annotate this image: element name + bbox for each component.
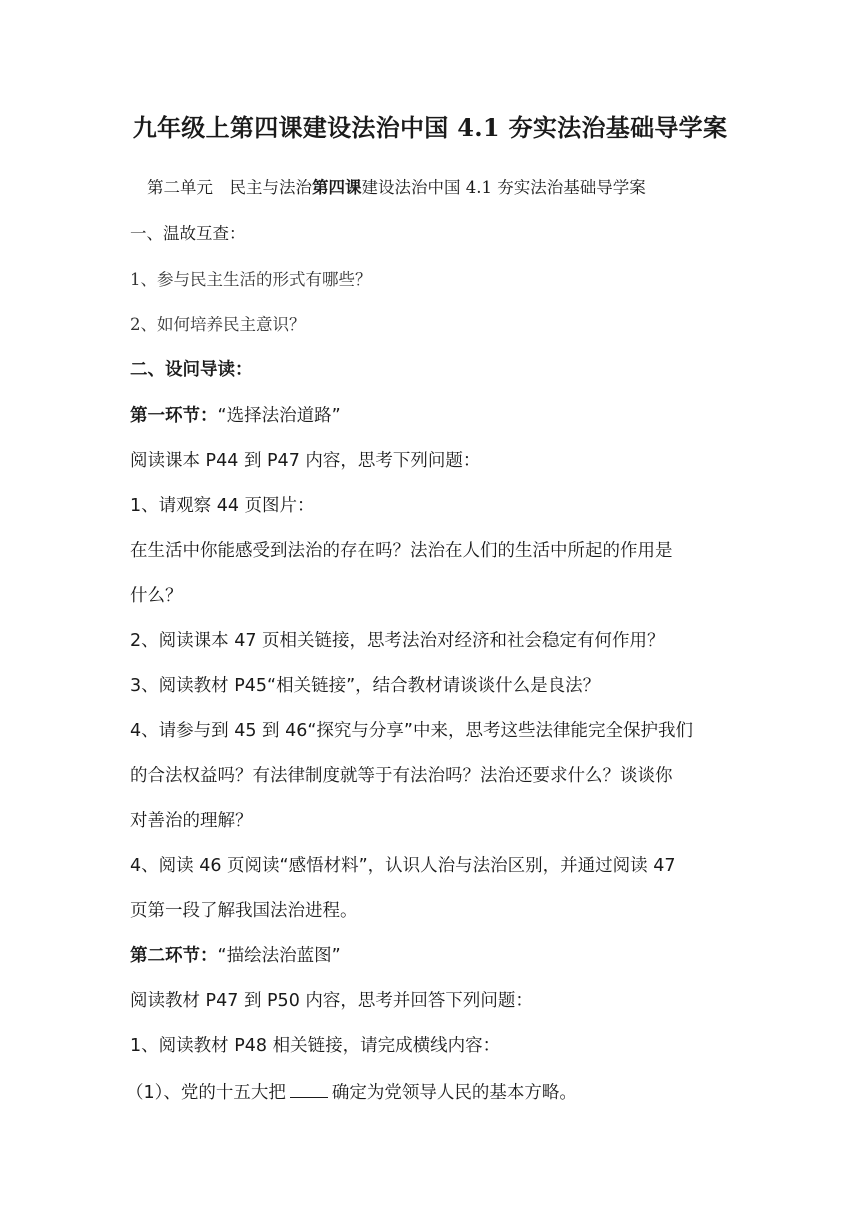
part1-topic: “选择法治道路” xyxy=(217,406,341,426)
part2-intro: 阅读教材 P47 到 P50 内容，思考并回答下列问题： xyxy=(130,991,533,1011)
part2-heading xyxy=(130,944,740,968)
fill-in-blank xyxy=(290,1079,328,1098)
part1-question-5-line-2: 页第一段了解我国法治进程。 xyxy=(130,901,358,921)
subtitle-unit: 第二单元 民主与法治 xyxy=(147,178,312,197)
part1-intro: 阅读课本 P44 到 P47 内容，思考下列问题： xyxy=(130,451,481,471)
part1-question-4-line-3: 对善治的理解？ xyxy=(130,811,253,831)
part2-question-1-sub xyxy=(126,1079,736,1105)
part1-question-1-line-1: 在生活中你能感受到法治的存在吗？法治在人们的生活中所起的作用是 xyxy=(130,541,673,561)
subtitle-topic: 建设法治中国 4.1 夯实法治基础导学案 xyxy=(361,178,646,197)
part1-question-3: 3、阅读教材 P45“相关链接”，结合教材请谈谈什么是良法？ xyxy=(130,676,601,696)
part1-label: 第一环节： xyxy=(130,406,218,426)
part2-label: 第二环节： xyxy=(130,946,218,966)
part1-question-4-line-2: 的合法权益吗？有法律制度就等于有法治吗？法治还要求什么？谈谈你 xyxy=(130,766,673,786)
subtitle-lesson: 第四课 xyxy=(312,178,362,197)
fill-in-after: 确定为党领导人民的基本方略。 xyxy=(331,1083,577,1103)
part1-question-1-line-2: 什么？ xyxy=(130,586,183,606)
part1-question-5-line-1: 4、阅读 46 页阅读“感悟材料”，认识人治与法治区别，并通过阅读 47 xyxy=(130,856,676,876)
part1-question-2: 2、阅读课本 47 页相关链接，思考法治对经济和社会稳定有何作用？ xyxy=(130,631,665,651)
document-title: 九年级上第四课建设法治中国 4.1 夯实法治基础导学案 xyxy=(132,113,728,142)
subtitle xyxy=(147,176,757,200)
part2-topic: “描绘法治蓝图” xyxy=(217,946,341,966)
section1-heading: 一、温故互查： xyxy=(130,224,246,243)
part1-heading xyxy=(130,404,740,428)
review-question-1: 1、参与民主生活的形式有哪些？ xyxy=(130,270,372,289)
fill-in-before: （1）、党的十五大把 xyxy=(126,1083,286,1103)
part1-question-4-line-1: 4、请参与到 45 到 46“探究与分享”中来，思考这些法律能完全保护我们 xyxy=(130,721,693,741)
section2-heading: 二、设问导读： xyxy=(130,360,253,380)
review-question-2: 2、如何培养民主意识？ xyxy=(130,315,306,334)
part1-question-1-prompt: 1、请观察 44 页图片： xyxy=(130,496,315,516)
part2-question-1: 1、阅读教材 P48 相关链接，请完成横线内容： xyxy=(130,1036,501,1056)
